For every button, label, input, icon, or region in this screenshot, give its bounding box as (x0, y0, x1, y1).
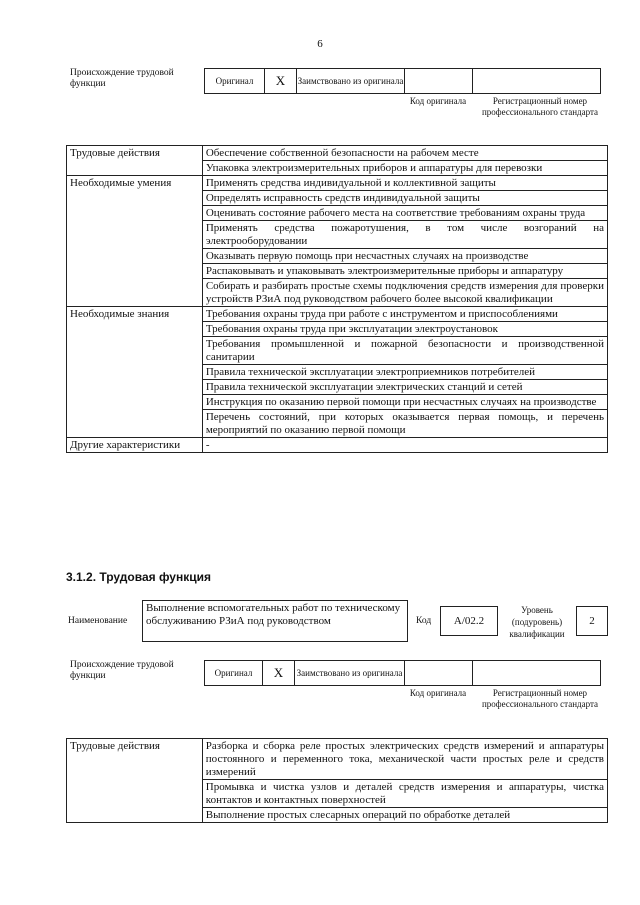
competency-table-2 (66, 738, 608, 823)
original-code-cell (405, 661, 473, 685)
table-row (67, 739, 608, 780)
table-cell: Применять средства пожаротушения, в том числе возгораний на электрооборудовании (202, 221, 607, 249)
table-row (67, 438, 608, 453)
borrowed-label: Заимствовано из оригинала (295, 661, 405, 685)
reg-number-cell (473, 661, 601, 685)
table-cell: Применять средства индивидуальной и коллективной защиты (202, 176, 607, 191)
table-cell: Оценивать состояние рабочего места на соответствие требованиям охраны труда (202, 206, 607, 221)
row-group-header: Необходимые знания (67, 307, 203, 438)
level-label: Уровень (подуровень) квалификации (509, 605, 565, 639)
name-label: Наименование (68, 616, 128, 626)
table-cell: Определять исправность средств индивидуальной защиты (202, 191, 607, 206)
borrowed-label: Заимствовано из оригинала (297, 69, 405, 93)
code-caption: Код оригинала (409, 96, 467, 106)
page-number: 6 (317, 38, 323, 50)
original-mark: X (265, 69, 297, 93)
origin-box (204, 68, 601, 94)
table-cell: Распаковывать и упаковывать электроизмерительные приборы и аппаратуру (202, 264, 607, 279)
table-cell: Перечень состояний, при которых оказывается первая помощь, и перечень мероприятий по оказанию первой помощи (202, 410, 607, 438)
origin-label: Происхождение трудовой функции (70, 660, 174, 681)
level-value: 2 (576, 606, 608, 636)
original-code-cell (405, 69, 473, 93)
reg-number-cell (473, 69, 601, 93)
row-group-header: Другие характеристики (67, 438, 203, 453)
table-cell: Разборка и сборка реле простых электрических средств измерений и аппаратуры постоянного и переменного тока, механической части простых реле и средств измерений (202, 739, 607, 780)
table-cell: Требования промышленной и пожарной безопасности и производственной санитарии (202, 337, 607, 365)
original-mark: X (263, 661, 295, 685)
table-cell: - (202, 438, 607, 453)
origin-box (204, 660, 601, 686)
table-cell: Правила технической эксплуатации электрических станций и сетей (202, 380, 607, 395)
function-name: Выполнение вспомогательных работ по техническому обслуживанию РЗиА под руководством (142, 600, 408, 642)
table-row (67, 176, 608, 191)
table-cell: Обеспечение собственной безопасности на рабочем месте (202, 146, 607, 161)
table-cell: Выполнение простых слесарных операций по обработке деталей (202, 808, 607, 823)
code-caption: Код оригинала (409, 688, 467, 698)
table-cell: Оказывать первую помощь при несчастных случаях на производстве (202, 249, 607, 264)
table-cell: Требования охраны труда при работе с инструментом и приспособлениями (202, 307, 607, 322)
code-label: Код (416, 616, 432, 626)
reg-caption: Регистрационный номер профессионального стандарта (481, 96, 599, 117)
row-group-header: Необходимые умения (67, 176, 203, 307)
table-cell: Упаковка электроизмерительных приборов и аппаратуры для перевозки (202, 161, 607, 176)
section-title: 3.1.2. Трудовая функция (66, 570, 211, 584)
function-row (66, 600, 608, 644)
table-row (67, 307, 608, 322)
table-cell: Собирать и разбирать простые схемы подключения средств измерения для проверки устройств РЗиА под руководством рабочего более высокой квалификации (202, 279, 607, 307)
row-group-header: Трудовые действия (67, 739, 203, 823)
original-label: Оригинал (205, 69, 265, 93)
competency-table-1 (66, 145, 608, 453)
row-group-header: Трудовые действия (67, 146, 203, 176)
table-cell: Требования охраны труда при эксплуатации электроустановок (202, 322, 607, 337)
table-cell: Промывка и чистка узлов и деталей средств измерения и аппаратуры, чистка контактов и контактных поверхностей (202, 780, 607, 808)
table-row (67, 146, 608, 161)
function-code: А/02.2 (440, 606, 498, 636)
table-cell: Правила технической эксплуатации электроприемников потребителей (202, 365, 607, 380)
reg-caption: Регистрационный номер профессионального стандарта (481, 688, 599, 709)
origin-label: Происхождение трудовой функции (70, 68, 174, 89)
original-label: Оригинал (205, 661, 263, 685)
table-cell: Инструкция по оказанию первой помощи при несчастных случаях на производстве (202, 395, 607, 410)
